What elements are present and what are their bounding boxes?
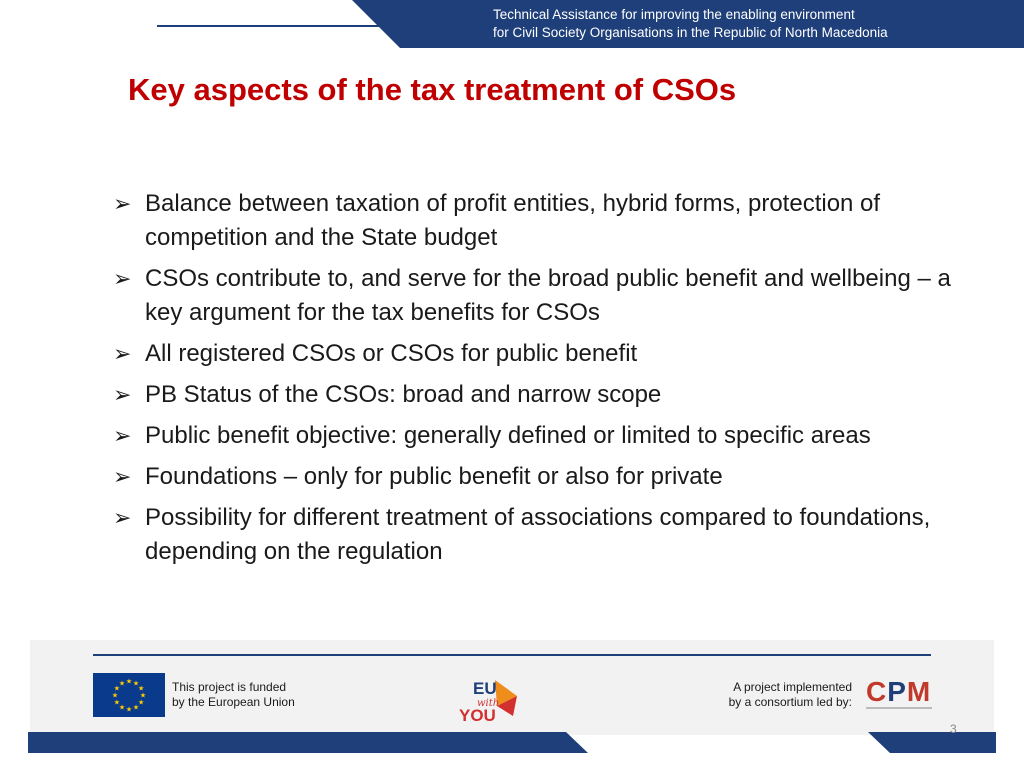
bullet-item [113, 501, 983, 569]
footer-rule [93, 654, 931, 656]
eu-star-icon: ★ [125, 678, 133, 686]
arrowhead-icon: ➢ [113, 382, 132, 407]
bullet-text: PB Status of the CSOs: broad and narrow scope [145, 381, 662, 408]
arrowhead-icon: ➢ [113, 266, 132, 291]
eu-star-icon: ★ [132, 704, 140, 712]
eu-star-icon: ★ [118, 704, 126, 712]
arrowhead-icon: ➢ [113, 341, 132, 366]
page-number: 3 [950, 722, 957, 736]
eu-star-icon: ★ [113, 685, 121, 693]
eu-star-icon: ★ [139, 692, 147, 700]
funded-line-1: This project is funded [172, 680, 287, 694]
footer-bar-right [868, 732, 996, 753]
arrowhead-icon: ➢ [113, 191, 132, 216]
footer-bar-left [28, 732, 588, 753]
bullet-item [113, 337, 983, 371]
implemented-line-2: by a consortium led by: [728, 695, 852, 709]
bullet-text: All registered CSOs or CSOs for public benefit [145, 340, 638, 367]
cpm-logo [866, 676, 931, 708]
bullet-item [113, 378, 983, 412]
logo-eu-text: EU [473, 679, 497, 698]
logo-with-text: with [477, 698, 500, 709]
eu-star-icon: ★ [137, 699, 145, 707]
bullet-item [113, 262, 983, 330]
header-banner-text [493, 6, 1013, 42]
header-rule [157, 25, 407, 27]
eu-star-icon: ★ [137, 685, 145, 693]
banner-line-1: Technical Assistance for improving the enabling environment [493, 7, 855, 22]
bullet-text: Public benefit objective: generally defined or limited to specific areas [145, 422, 871, 449]
eu-star-icon: ★ [132, 680, 140, 688]
eu-star-icon: ★ [118, 680, 126, 688]
arrowhead-icon: ➢ [113, 464, 132, 489]
bullet-text: Balance between taxation of profit entities, hybrid forms, protection of competition and the State budget [145, 190, 881, 251]
bullet-text: Possibility for different treatment of associations compared to foundations, depending on the regulation [145, 504, 931, 565]
bullet-item [113, 419, 983, 453]
implemented-line-1: A project implemented [733, 680, 852, 694]
arrowhead-icon: ➢ [113, 423, 132, 448]
eu-star-icon: ★ [113, 699, 121, 707]
cpm-tagline-rule [866, 707, 932, 709]
bullet-item [113, 187, 983, 255]
bullet-text: Foundations – only for public benefit or also for private [145, 463, 723, 490]
funded-line-2: by the European Union [172, 695, 295, 709]
cpm-letter-c: C [866, 676, 888, 707]
cpm-letter-m: M [906, 676, 932, 707]
bullet-list [113, 187, 983, 576]
bullet-text: CSOs contribute to, and serve for the broad public benefit and wellbeing – a key argument for the tax benefits for CSOs [145, 265, 951, 326]
slide-title: Key aspects of the tax treatment of CSOs [128, 72, 737, 107]
cpm-letter-p: P [887, 676, 907, 707]
bullet-item [113, 460, 983, 494]
eu-flag-icon [93, 673, 165, 717]
logo-you-text: YOU [459, 706, 496, 724]
arrowhead-icon: ➢ [113, 505, 132, 530]
eu-star-icon: ★ [125, 706, 133, 714]
eu-star-icon: ★ [111, 692, 119, 700]
implemented-by-text [729, 680, 852, 710]
banner-line-2: for Civil Society Organisations in the Republic of North Macedonia [493, 25, 888, 40]
funded-by-text [172, 680, 295, 710]
eu-with-you-logo [457, 676, 525, 724]
